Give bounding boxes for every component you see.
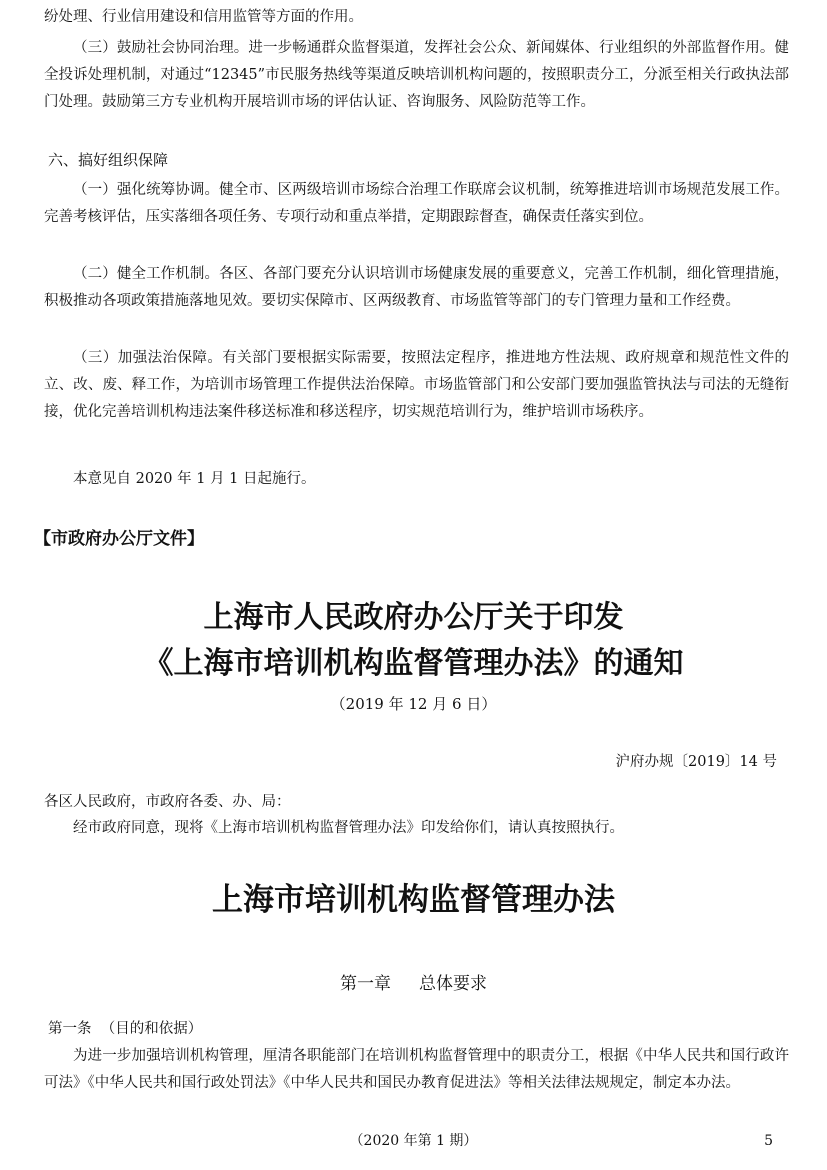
measures-title: 上海市培训机构监督管理办法 bbox=[212, 882, 615, 918]
paragraph-effective-date: 本意见自 2020 年 1 月 1 日起施行。 bbox=[73, 471, 316, 487]
addressee: 各区人民政府，市政府各委、办、局： bbox=[44, 794, 291, 810]
chapter-heading bbox=[0, 971, 827, 997]
paragraph-social-coordination: （三）鼓励社会协同治理。进一步畅通群众监督渠道，发挥社会公众、新闻媒体、行业组织的外部监督作用。健全投诉处理机制，对通过“12345”市民服务热线等渠道反映培训机构问题的，按照职责分工，分派至相关行政执法部门处理。鼓励第三方专业机构开展培训市场的评估认证、咨询服务、风险防范等工作。 bbox=[44, 40, 789, 110]
article-body: 为进一步加强培训机构管理，厘清各职能部门在培训机构监督管理中的职责分工，根据《中华人民共和国行政许可法》《中华人民共和国行政处罚法》《中华人民共和国民办教育促进法》等相关法律法规规定，制定本办法。 bbox=[44, 1048, 789, 1091]
article-title: （目的和依据） bbox=[100, 1021, 203, 1037]
paragraph-work-mechanism: （二）健全工作机制。各区、各部门要充分认识培训市场健康发展的重要意义，完善工作机制，细化管理措施，积极推动各项政策措施落地见效。要切实保障市、区两级教育、市场监管等部门的专门管理力量和工作经费。 bbox=[44, 266, 789, 309]
notice-title-line2: 《上海市培训机构监督管理办法》的通知 bbox=[143, 646, 684, 681]
chapter-name: 总体要求 bbox=[419, 974, 487, 994]
paragraph-coordination: （一）强化统筹协调。健全市、区两级培训市场综合治理工作联席会议机制，统筹推进培训市场规范发展工作。完善考核评估，压实落细各项任务、专项行动和重点举措，定期跟踪督查，确保责任落实到位。 bbox=[44, 182, 789, 225]
article-heading bbox=[48, 1017, 202, 1041]
notice-title-line1: 上海市人民政府办公厅关于印发 bbox=[203, 600, 624, 635]
section-heading-organization: 六、搞好组织保障 bbox=[48, 151, 169, 169]
paragraph-continuation: 纷处理、行业信用建设和信用监管等方面的作用。 bbox=[44, 9, 363, 25]
section-tag: 【市政府办公厅文件】 bbox=[34, 529, 204, 549]
chapter-number: 第一章 bbox=[340, 974, 391, 994]
article-number: 第一条 bbox=[48, 1021, 92, 1037]
notice-date: （2019 年 12 月 6 日） bbox=[330, 695, 497, 713]
paragraph-legal-guarantee: （三）加强法治保障。有关部门要根据实际需要，按照法定程序，推进地方性法规、政府规章和规范性文件的立、改、废、释工作，为培训市场管理工作提供法治保障。市场监管部门和公安部门要加强监管执法与司法的无缝衔接，优化完善培训机构违法案件移送标准和移送程序，切实规范培训行为，维护培训市场秩序。 bbox=[44, 350, 789, 420]
issue-footer: （2020 年第 1 期） bbox=[349, 1133, 478, 1149]
document-number: 沪府办规〔2019〕14 号 bbox=[615, 754, 777, 770]
page-number: 5 bbox=[764, 1133, 773, 1149]
notice-body: 经市政府同意，现将《上海市培训机构监督管理办法》印发给你们，请认真按照执行。 bbox=[73, 820, 624, 836]
